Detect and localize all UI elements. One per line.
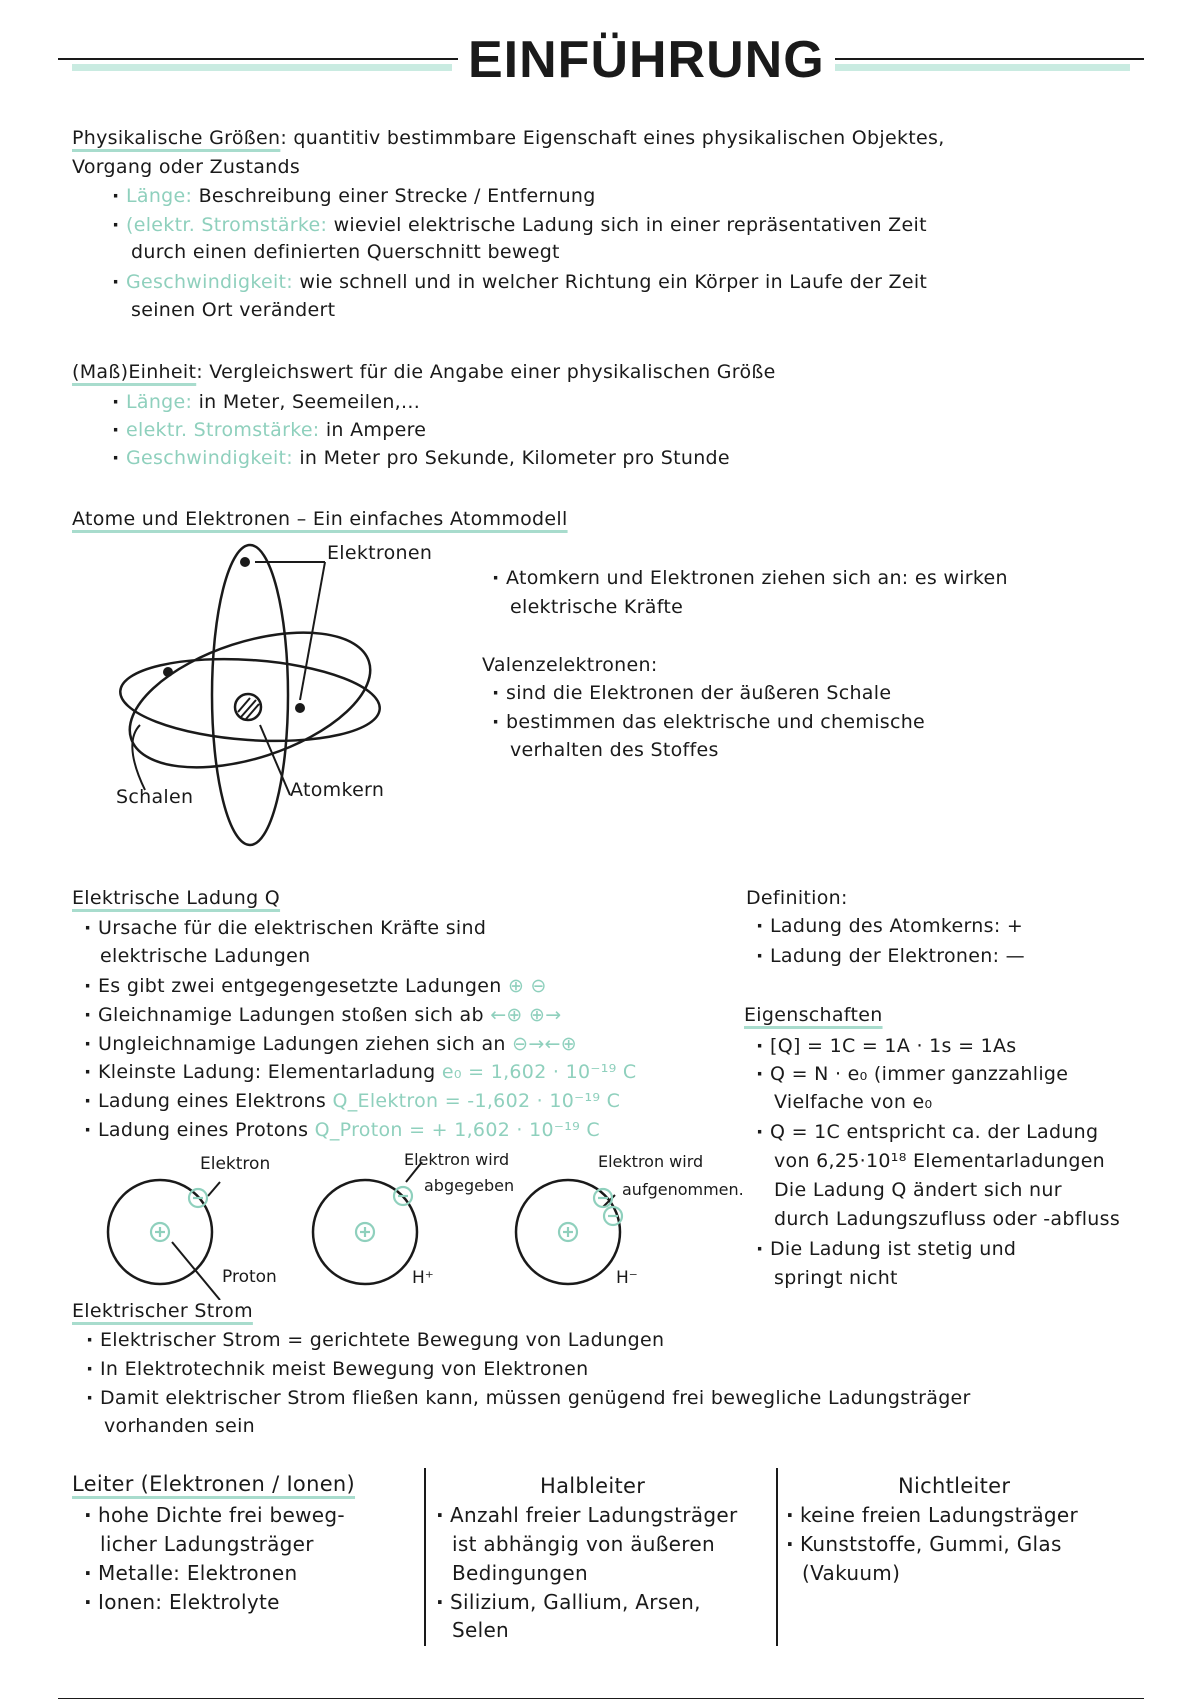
electron-dot-left <box>163 667 173 677</box>
label-abgegeben-1: Elektron wird <box>404 1150 510 1169</box>
strom-heading: Elektrischer Strom <box>72 1300 253 1322</box>
electron-dot-right <box>295 703 305 713</box>
leiter-bullet-metalle: · Metalle: Elektronen <box>84 1559 297 1588</box>
atom-heading: Atome und Elektronen – Ein einfaches Atommodell <box>72 508 568 530</box>
divider-leiter-halbleiter <box>424 1468 426 1646</box>
valenz-heading: Valenzelektronen: <box>482 654 658 676</box>
groessen-item-stromstaerke: · (elektr. Stromstärke: wieviel elektrische Ladung sich in einer repräsentativen Zeit <box>112 211 927 240</box>
eigenschaften-coulomb-line2: von 6,25·10¹⁸ Elementarladungen <box>774 1150 1106 1172</box>
ladung-bullet-elektron: · Ladung eines Elektrons Q_Elektron = -1,602 · 10⁻¹⁹ C <box>84 1087 620 1116</box>
groessen-item-geschwindigkeit: · Geschwindigkeit: wie schnell und in welcher Richtung ein Körper in Laufe der Zeit <box>112 268 927 297</box>
definition-heading: Definition: <box>746 887 848 909</box>
einheit-definition: (Maß)Einheit: Vergleichswert für die Angabe einer physikalischen Größe <box>72 361 776 383</box>
strom-bullet-ladungstraeger: · Damit elektrischer Strom fließen kann, müssen genügend frei bewegliche Ladungsträger <box>86 1384 971 1413</box>
ladung-bullet-gleichnamig: · Gleichnamige Ladungen stoßen sich ab ←⊕ ⊕→ <box>84 1001 561 1030</box>
eigenschaften-coulomb: · Q = 1C entspricht ca. der Ladung <box>756 1118 1098 1147</box>
label-aufgenommen-2: aufgenommen. <box>622 1180 744 1199</box>
eigenschaften-einheit: · [Q] = 1C = 1A · 1s = 1As <box>756 1032 1017 1061</box>
page-title: EINFÜHRUNG <box>458 30 835 90</box>
groessen-item-geschwindigkeit-line2: seinen Ort verändert <box>131 299 336 321</box>
leiter-bullet-ionen: · Ionen: Elektrolyte <box>84 1588 280 1617</box>
nichtleiter-bullet-stoffe: · Kunststoffe, Gummi, Glas <box>786 1530 1062 1559</box>
atom-bullet-anziehung: · Atomkern und Elektronen ziehen sich an: es wirken <box>492 564 1008 593</box>
strom-bullet-ladungstraeger-line2: vorhanden sein <box>104 1415 256 1437</box>
repel-symbols: ←⊕ ⊕→ <box>490 1004 562 1026</box>
eigenschaften-ganzzahlig-line2: Vielfache von e₀ <box>774 1091 933 1113</box>
ladung-heading: Elektrische Ladung Q <box>72 887 281 909</box>
atom-model-diagram <box>100 540 460 880</box>
eigenschaften-heading: Eigenschaften <box>744 1004 883 1026</box>
nichtleiter-bullet-stoffe-line2: (Vakuum) <box>802 1561 901 1585</box>
strom-bullet-elektrotechnik: · In Elektrotechnik meist Bewegung von Elektronen <box>86 1355 588 1384</box>
label-hminus: H⁻ <box>616 1268 638 1288</box>
halbleiter-bullet-elemente-line2: Selen <box>452 1618 510 1642</box>
ladung-bullet-elementarladung: · Kleinste Ladung: Elementarladung e₀ = 1,602 · 10⁻¹⁹ C <box>84 1058 636 1087</box>
groessen-def-line1: : quantitiv bestimmbare Eigenschaft eines physikalischen Objektes, <box>280 127 945 149</box>
ladung-bullet-ungleichnamig: · Ungleichnamige Ladungen ziehen sich an ⊖→←⊕ <box>84 1030 577 1059</box>
eigenschaften-coulomb-line3: Die Ladung Q ändert sich nur <box>774 1179 1062 1201</box>
groessen-term: Physikalische Größen <box>72 127 281 149</box>
einheit-item-laenge: · Länge: in Meter, Seemeilen,... <box>112 388 420 417</box>
eigenschaften-coulomb-line4: durch Ladungszufluss oder -abfluss <box>774 1208 1121 1230</box>
halbleiter-heading: Halbleiter <box>540 1474 646 1498</box>
eigenschaften-stetig: · Die Ladung ist stetig und <box>756 1235 1016 1264</box>
ladung-bullet-zwei: · Es gibt zwei entgegengesetzte Ladungen ⊕ ⊖ <box>84 972 547 1001</box>
divider-halbleiter-nichtleiter <box>776 1468 778 1646</box>
definition-atomkern: · Ladung des Atomkerns: + <box>756 912 1023 941</box>
einheit-term: (Maß)Einheit <box>72 361 197 383</box>
label-hplus: H⁺ <box>412 1268 434 1288</box>
ion-diagrams <box>100 1160 660 1300</box>
nichtleiter-bullet-keine: · keine freien Ladungsträger <box>786 1501 1078 1530</box>
valenz-bullet-2: · bestimmen das elektrische und chemische <box>492 708 925 737</box>
label-aufgenommen-1: Elektron wird <box>598 1152 704 1171</box>
ladung-bullet-ursache-line2: elektrische Ladungen <box>100 945 311 967</box>
groessen-definition <box>72 124 945 153</box>
label-abgegeben-2: abgegeben <box>424 1176 515 1195</box>
label-elektronen: Elektronen <box>327 542 433 564</box>
eigenschaften-stetig-line2: springt nicht <box>774 1267 898 1289</box>
einheit-item-stromstaerke: · elektr. Stromstärke: in Ampere <box>112 416 426 445</box>
halbleiter-bullet-anzahl: · Anzahl freier Ladungsträger <box>436 1501 737 1530</box>
halbleiter-bullet-anzahl-line2: ist abhängig von äußeren <box>452 1532 715 1556</box>
einheit-item-geschwindigkeit: · Geschwindigkeit: in Meter pro Sekunde, Kilometer pro Stunde <box>112 444 730 473</box>
valenz-bullet-2-line2: verhalten des Stoffes <box>510 739 719 761</box>
halbleiter-bullet-anzahl-line3: Bedingungen <box>452 1561 588 1585</box>
electron-dot-top <box>240 557 250 567</box>
groessen-def-line2: Vorgang oder Zustands <box>72 156 301 178</box>
groessen-item-stromstaerke-line2: durch einen definierten Querschnitt bewegt <box>131 241 560 263</box>
title-band-left <box>72 64 452 71</box>
label-arrows <box>132 562 325 795</box>
label-elektron-diagram: Elektron <box>200 1154 271 1174</box>
nucleus-icon <box>235 694 261 720</box>
ladung-bullet-ursache: · Ursache für die elektrischen Kräfte sind <box>84 914 486 943</box>
groessen-item-laenge: · Länge: Beschreibung einer Strecke / Entfernung <box>112 182 596 211</box>
leiter-bullet-dichte-line2: licher Ladungsträger <box>100 1532 314 1556</box>
nichtleiter-heading: Nichtleiter <box>898 1474 1011 1498</box>
label-atomkern: Atomkern <box>290 779 385 801</box>
attract-symbols: ⊖→←⊕ <box>512 1033 577 1055</box>
label-proton-diagram: Proton <box>222 1267 277 1287</box>
eigenschaften-ganzzahlig: · Q = N · e₀ (immer ganzzahlige <box>756 1060 1068 1089</box>
valenz-bullet-1: · sind die Elektronen der äußeren Schale <box>492 679 891 708</box>
strom-bullet-definition: · Elektrischer Strom = gerichtete Bewegung von Ladungen <box>86 1326 664 1355</box>
halbleiter-bullet-elemente: · Silizium, Gallium, Arsen, <box>436 1588 701 1617</box>
atom-bullet-anziehung-line2: elektrische Kräfte <box>510 596 684 618</box>
label-schalen: Schalen <box>116 786 194 808</box>
charge-symbols: ⊕ ⊖ <box>507 975 547 997</box>
leiter-bullet-dichte: · hohe Dichte frei beweg- <box>84 1501 345 1530</box>
ladung-bullet-proton: · Ladung eines Protons Q_Proton = + 1,602 · 10⁻¹⁹ C <box>84 1116 600 1145</box>
bottom-rule <box>58 1698 1144 1699</box>
definition-elektronen: · Ladung der Elektronen: — <box>756 942 1025 971</box>
leiter-heading: Leiter (Elektronen / Ionen) <box>72 1472 356 1496</box>
